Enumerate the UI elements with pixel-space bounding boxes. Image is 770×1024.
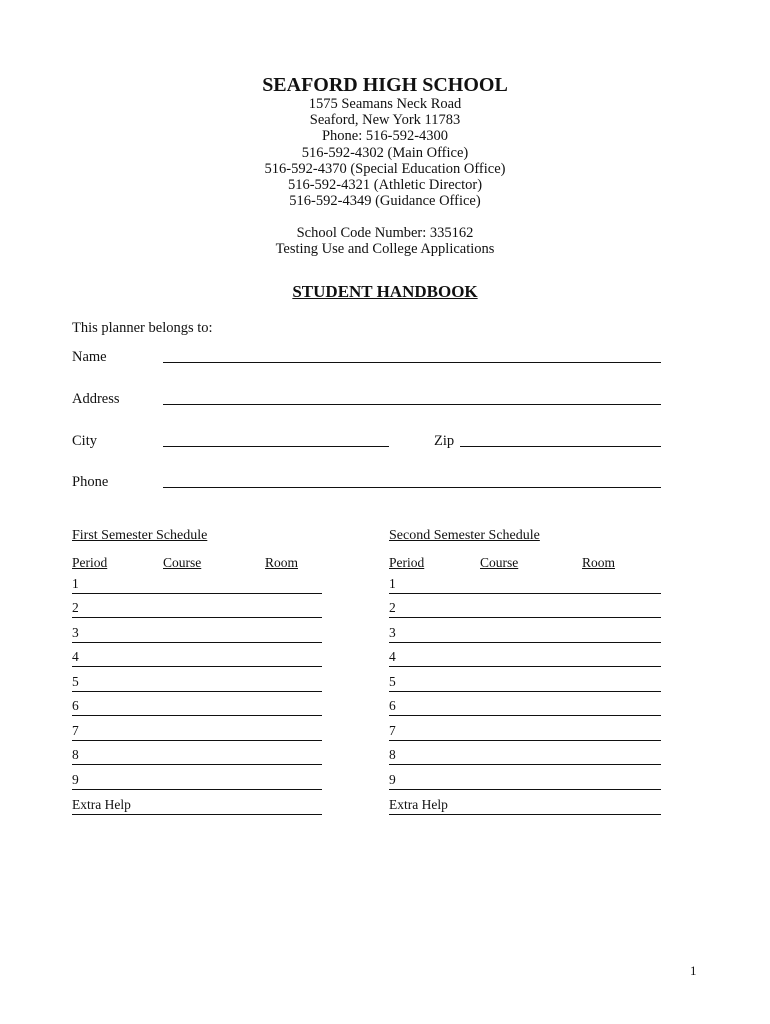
zip-label: Zip [434, 433, 455, 449]
second-extra-help-row[interactable]: Extra Help [389, 797, 661, 815]
first-extra-help-row[interactable]: Extra Help [72, 797, 322, 815]
first-course-header: Course [163, 555, 202, 570]
name-field[interactable] [163, 362, 661, 363]
second-period-header: Period [389, 555, 425, 570]
phone-field[interactable] [163, 487, 661, 488]
phone-label: Phone [72, 474, 109, 490]
first-schedule-row[interactable]: 8 [72, 747, 322, 765]
address-line: 516-592-4349 (Guidance Office) [289, 193, 481, 210]
address-line: Seaford, New York 11783 [309, 112, 461, 129]
page-number: 1 [690, 963, 697, 978]
second-schedule-row[interactable]: 1 [389, 576, 661, 594]
first-room-header: Room [265, 555, 299, 570]
second-schedule-row[interactable]: 4 [389, 649, 661, 667]
name-label: Name [72, 349, 107, 365]
first-schedule-row[interactable]: 6 [72, 698, 322, 716]
handbook-title: STUDENT HANDBOOK [292, 282, 478, 301]
second-schedule-row[interactable]: 8 [389, 747, 661, 765]
school-code-block [0, 225, 770, 257]
address-line: 516-592-4321 (Athletic Director) [287, 177, 483, 194]
first-schedule-row[interactable]: 9 [72, 772, 322, 790]
first-schedule-row[interactable]: 2 [72, 600, 322, 618]
address-label: Address [72, 391, 120, 407]
first-schedule-row[interactable]: 4 [72, 649, 322, 667]
first-schedule-row[interactable]: 7 [72, 723, 322, 741]
city-field[interactable] [163, 446, 389, 447]
city-label: City [72, 433, 97, 449]
owner-intro: This planner belongs to: [72, 320, 213, 336]
second-room-header: Room [582, 555, 616, 570]
second-schedule-row[interactable]: 6 [389, 698, 661, 716]
second-schedule-row[interactable]: 3 [389, 625, 661, 643]
address-line: 516-592-4370 (Special Education Office) [264, 160, 506, 177]
first-schedule-row[interactable]: 5 [72, 674, 322, 692]
address-line: Phone: 516-592-4300 [321, 128, 449, 145]
second-course-header: Course [480, 555, 519, 570]
second-semester-title: Second Semester Schedule [389, 528, 540, 543]
second-schedule-row[interactable]: 7 [389, 723, 661, 741]
school-name: SEAFORD HIGH SCHOOL [262, 74, 508, 96]
second-schedule-row[interactable]: 2 [389, 600, 661, 618]
school-code: School Code Number: 335162 [296, 225, 474, 241]
school-code-note: Testing Use and College Applications [275, 241, 495, 258]
first-schedule-row[interactable]: 3 [72, 625, 322, 643]
address-line: 516-592-4302 (Main Office) [301, 144, 469, 161]
school-address [0, 96, 770, 209]
second-schedule-row[interactable]: 9 [389, 772, 661, 790]
first-schedule-row[interactable]: 1 [72, 576, 322, 594]
zip-field[interactable] [460, 446, 661, 447]
address-line: 1575 Seamans Neck Road [308, 96, 462, 112]
second-schedule-row[interactable]: 5 [389, 674, 661, 692]
address-field[interactable] [163, 404, 661, 405]
first-period-header: Period [72, 555, 108, 570]
first-semester-title: First Semester Schedule [72, 528, 208, 543]
